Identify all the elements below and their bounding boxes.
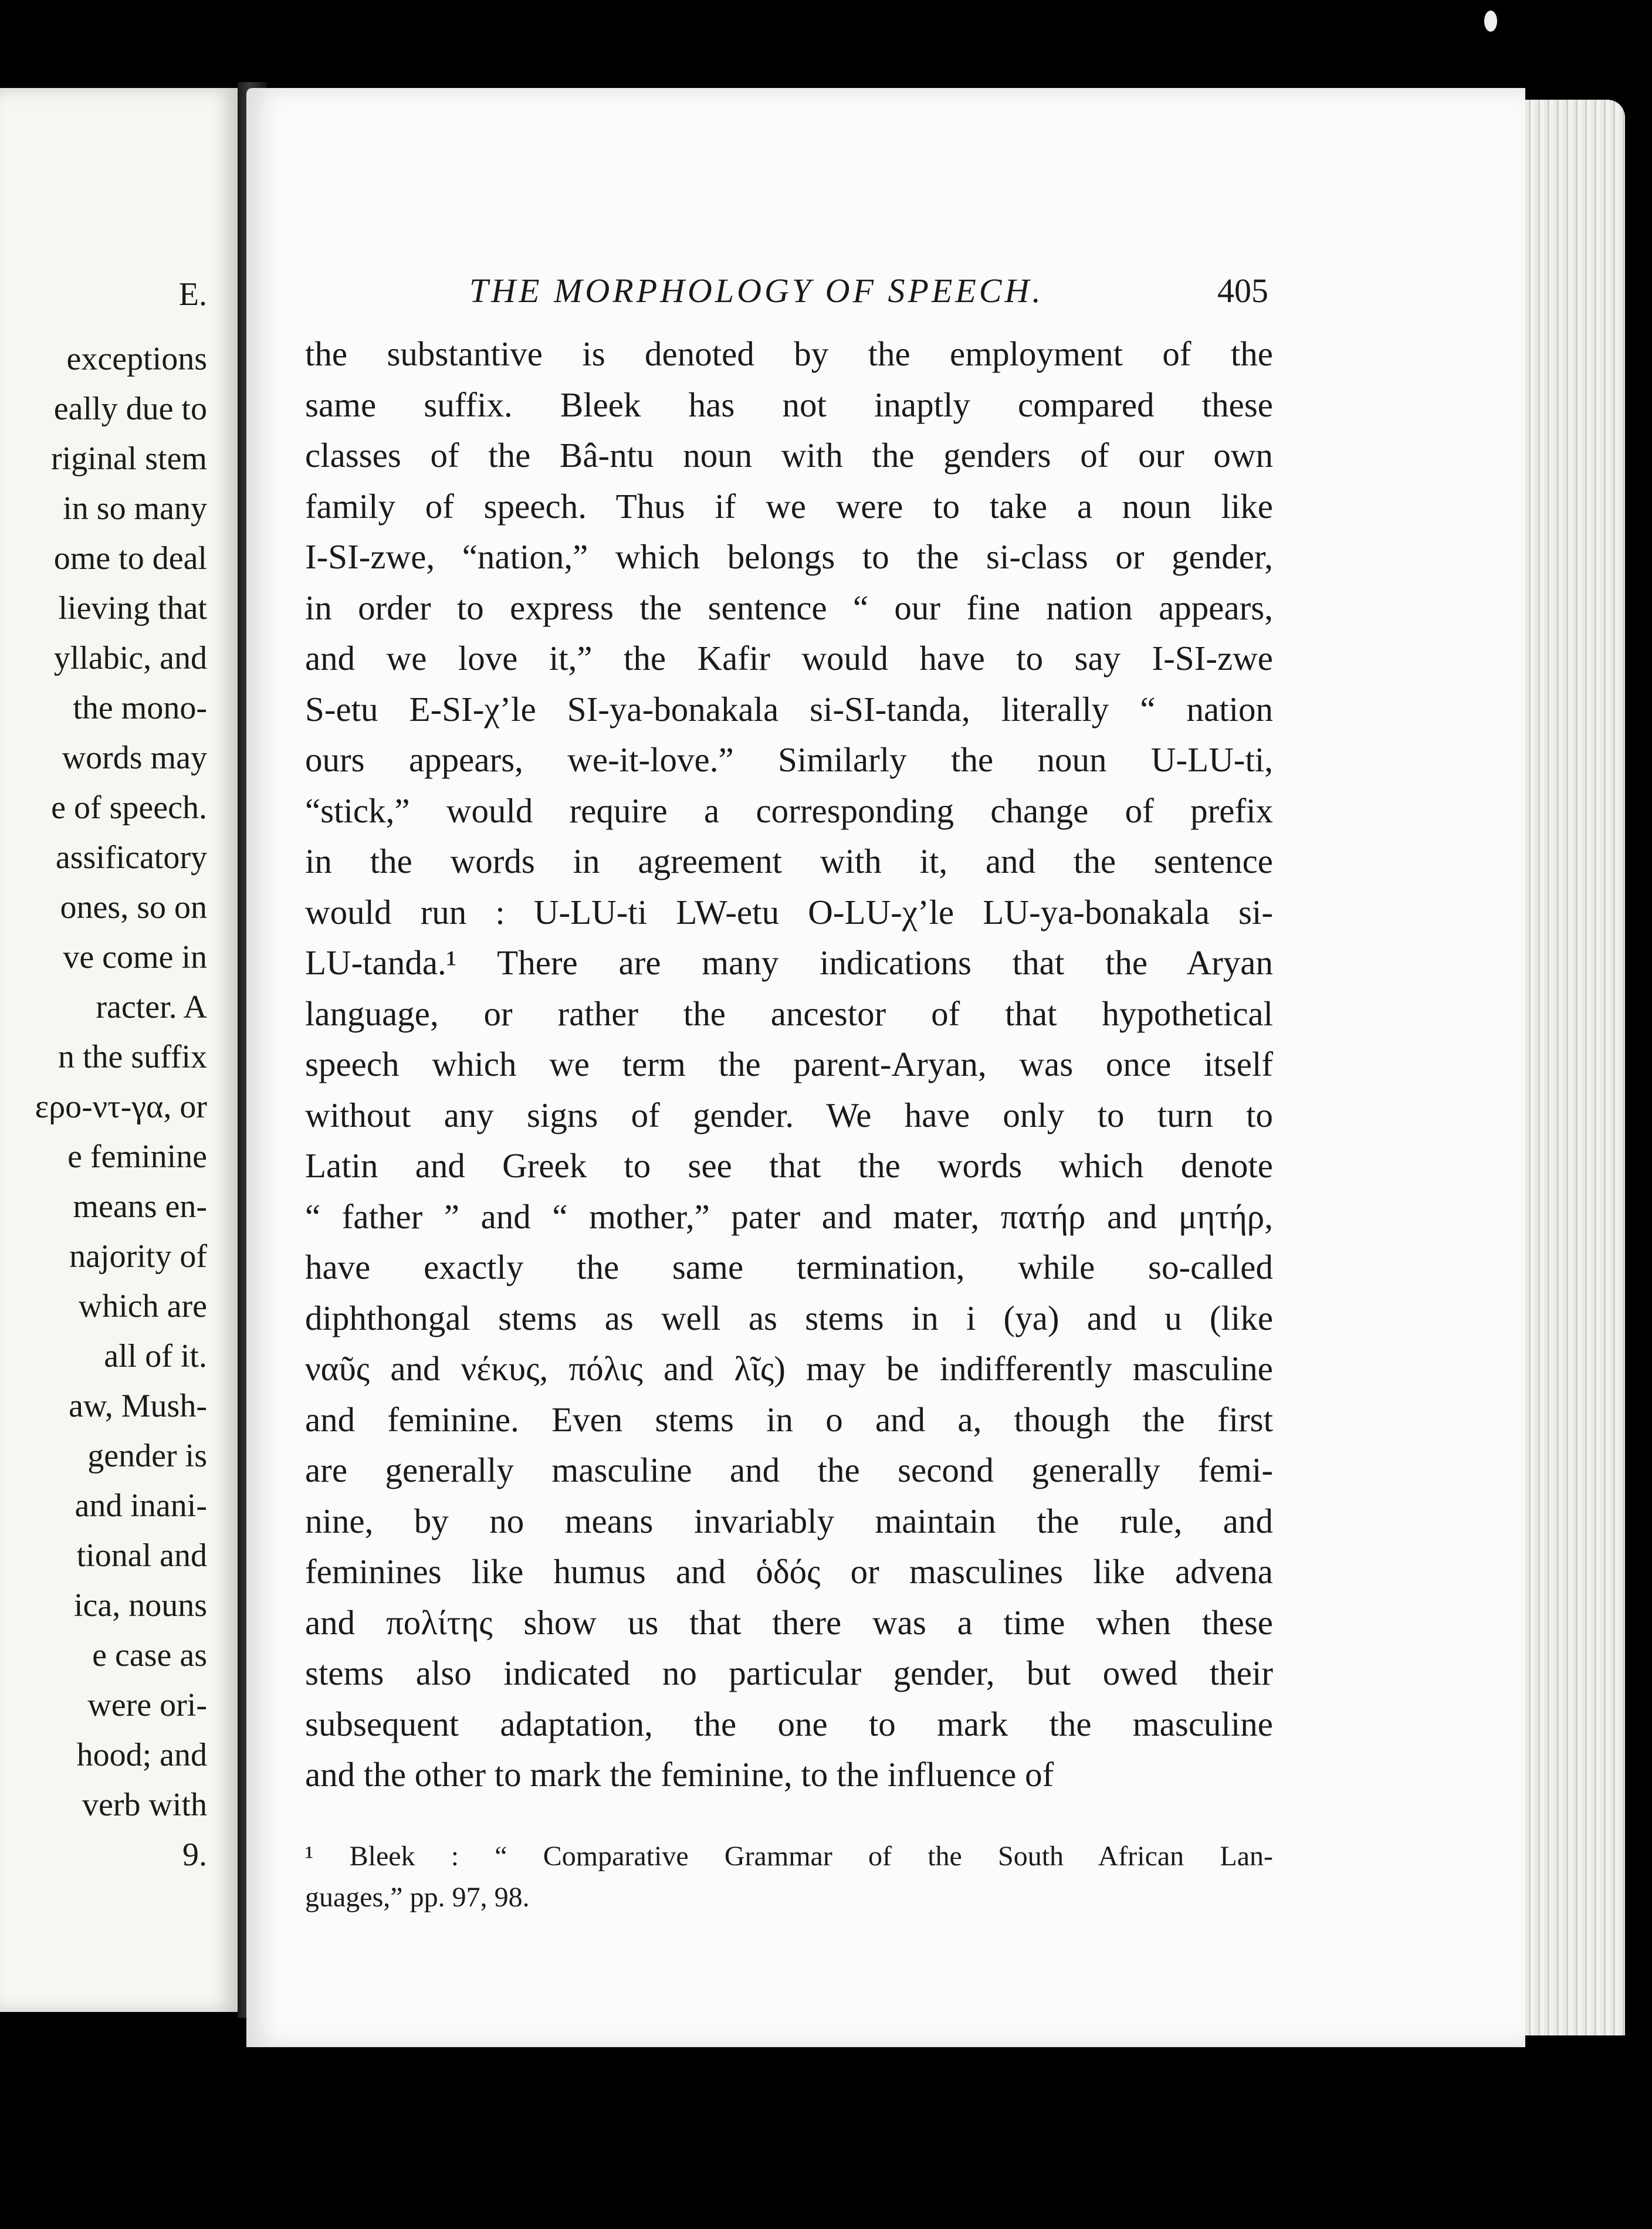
text-line: ours appears, we-it-love.” Similarly the noun U-LU-ti, <box>305 740 1273 779</box>
left-page-line: which are <box>78 1288 207 1324</box>
text-line: “stick,” would require a corresponding change of prefix <box>305 791 1273 830</box>
text-line: Latin and Greek to see that the words which denote <box>305 1146 1273 1185</box>
left-page-line: lieving that <box>58 590 207 626</box>
left-page-line: 9. <box>182 1837 207 1873</box>
left-page-line: tional and <box>76 1537 207 1574</box>
left-page-line: n the suffix <box>57 1039 207 1075</box>
body-text <box>305 328 1273 1800</box>
scan-artifact <box>1484 11 1497 32</box>
left-page-line: ερο-ντ-γα, or <box>35 1089 207 1125</box>
left-page-line: ve come in <box>63 939 207 975</box>
text-line: I-SI-zwe, “nation,” which belongs to the si-class or gender, <box>305 537 1273 576</box>
text-line: family of speech. Thus if we were to take a noun like <box>305 486 1273 526</box>
left-page-line: najority of <box>69 1238 207 1275</box>
left-page-line: e case as <box>92 1637 207 1674</box>
text-line: without any signs of gender. We have only to turn to <box>305 1095 1273 1134</box>
left-page-line: ones, so on <box>60 889 207 926</box>
text-line: feminines like humus and ὁδός or masculines like advena <box>305 1552 1273 1591</box>
page-number: 405 <box>1217 272 1268 310</box>
running-header: THE MORPHOLOGY OF SPEECH. <box>469 272 1044 310</box>
footnote <box>305 1836 1273 1918</box>
text-line: same suffix. Bleek has not inaptly compared these <box>305 385 1273 424</box>
text-line: and we love it,” the Kafir would have to say I-SI-zwe <box>305 639 1273 677</box>
text-line: nine, by no means invariably maintain the rule, and <box>305 1501 1273 1540</box>
left-page-line: ome to deal <box>53 540 207 577</box>
left-page-line: the mono- <box>73 690 207 726</box>
text-line: have exactly the same termination, while so-called <box>305 1248 1273 1286</box>
text-line: in order to express the sentence “ our fine nation appears, <box>305 588 1273 627</box>
left-page-line: words may <box>62 740 207 776</box>
text-line: “ father ” and “ mother,” pater and mater, πατήρ and μητήρ, <box>305 1197 1273 1236</box>
left-page-line: ica, nouns <box>73 1587 207 1624</box>
text-line: and πολίτης show us that there was a time when these <box>305 1603 1273 1642</box>
left-page <box>0 88 238 2012</box>
left-page-line: were ori- <box>87 1687 207 1723</box>
footnote-line: ¹ Bleek : “ Comparative Grammar of the South African Lan- <box>305 1841 1273 1872</box>
left-page-line: yllabic, and <box>53 640 207 676</box>
text-line: ναῦς and νέκυς, πόλις and λῖς) may be indifferently masculine <box>305 1349 1273 1388</box>
text-line: the substantive is denoted by the employment of the <box>305 334 1273 373</box>
left-page-line: e feminine <box>67 1139 207 1175</box>
left-page-line: e of speech. <box>51 790 207 826</box>
text-line: language, or rather the ancestor of that hypothetical <box>305 994 1273 1033</box>
left-page-line: riginal stem <box>51 441 207 477</box>
left-page-line: exceptions <box>66 341 207 377</box>
left-page-line: verb with <box>82 1787 207 1823</box>
text-line: stems also indicated no particular gender, but owed their <box>305 1654 1273 1692</box>
left-page-line: in so many <box>63 490 207 527</box>
text-line: speech which we term the parent-Aryan, was once itself <box>305 1045 1273 1083</box>
text-line: in the words in agreement with it, and the sentence <box>305 842 1273 880</box>
left-page-line: racter. A <box>96 989 207 1025</box>
left-page-line: means en- <box>73 1188 207 1225</box>
left-page-line: eally due to <box>53 391 207 427</box>
text-line: LU-tanda.¹ There are many indications that the Aryan <box>305 943 1273 982</box>
footnote-line: guages,” pp. 97, 98. <box>305 1882 530 1913</box>
text-line: S-etu E-SI-χ’le SI-ya-bonakala si-SI-tanda, literally “ nation <box>305 689 1273 729</box>
left-page-line: assificatory <box>55 839 207 876</box>
left-page-line: aw, Mush- <box>69 1388 207 1424</box>
text-line: subsequent adaptation, the one to mark the masculine <box>305 1704 1273 1743</box>
left-page-line: hood; and <box>76 1737 207 1773</box>
page-edges <box>1525 100 1625 2035</box>
left-page-line: gender is <box>87 1438 207 1474</box>
text-line: are generally masculine and the second generally femi- <box>305 1451 1273 1489</box>
text-line: classes of the Bâ-ntu noun with the genders of our own <box>305 436 1273 475</box>
text-line: would run : U-LU-ti LW-etu O-LU-χ’le LU-ya-bonakala si- <box>305 892 1273 931</box>
left-page-line: all of it. <box>104 1338 207 1374</box>
left-page-line: and inani- <box>75 1488 207 1524</box>
text-line: and feminine. Even stems in o and a, though the first <box>305 1400 1273 1439</box>
left-page-line: E. <box>178 276 207 313</box>
text-line: and the other to mark the feminine, to the influence of <box>305 1755 1054 1794</box>
text-line: diphthongal stems as well as stems in i (ya) and u (like <box>305 1298 1273 1337</box>
